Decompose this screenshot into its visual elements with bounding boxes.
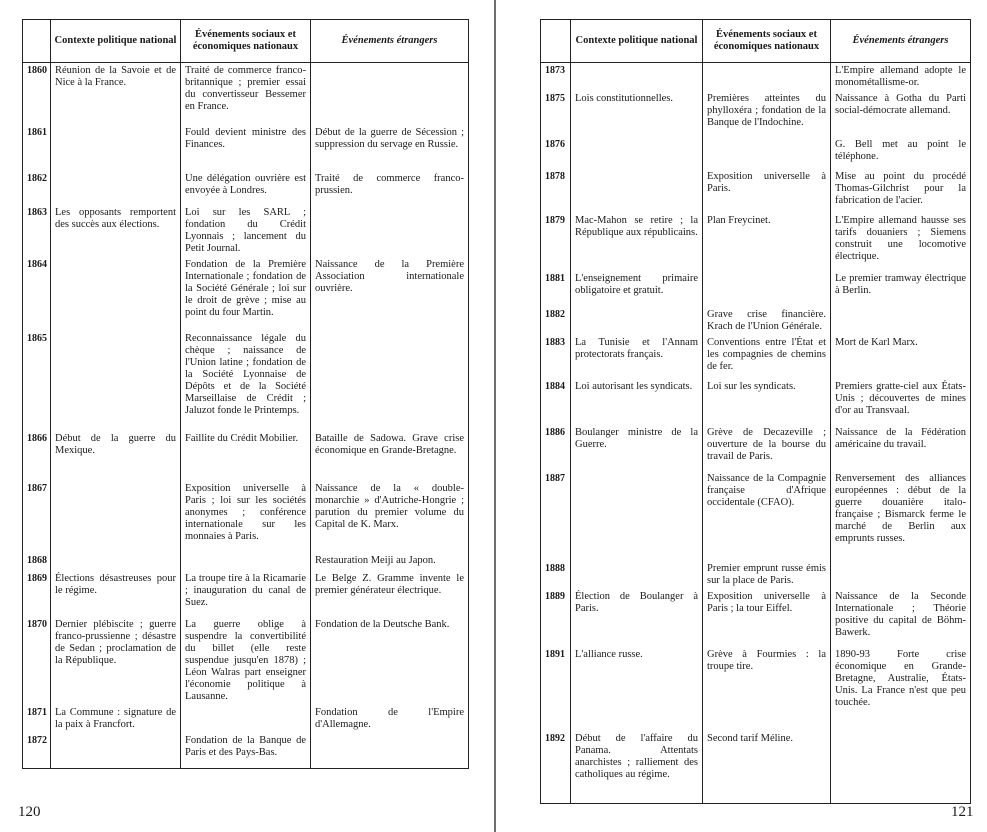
- foreign-cell: Naissance à Gotha du Parti social-démocrate allemand.: [831, 91, 971, 137]
- foreign-cell: Le premier tramway électrique à Berlin.: [831, 271, 971, 307]
- foreign-cell: [311, 205, 469, 257]
- foreign-cell: [831, 561, 971, 589]
- year-cell: 1868: [23, 553, 51, 571]
- table-row: [23, 431, 469, 481]
- social-cell: [703, 137, 831, 169]
- foreign-cell: [831, 307, 971, 335]
- year-cell: 1891: [541, 647, 571, 731]
- political-cell: Élections désastreuses pour le régime.: [51, 571, 181, 617]
- right-page: [496, 0, 987, 832]
- political-cell: La Tunisie et l'Annam protectorats français.: [571, 335, 703, 379]
- political-cell: Mac-Mahon se retire ; la République aux républicains.: [571, 213, 703, 271]
- foreign-cell: Renversement des alliances européennes : début de la guerre douanière italo-française ; Bismarck ferme le marché de Berlin aux emprunts russes.: [831, 471, 971, 561]
- social-cell: Grève de Decazeville ; ouverture de la bourse du travail de Paris.: [703, 425, 831, 471]
- political-cell: Boulanger ministre de la Guerre.: [571, 425, 703, 471]
- political-cell: L'enseignement primaire obligatoire et gratuit.: [571, 271, 703, 307]
- political-cell: Début de l'affaire du Panama. Attentats anarchistes ; ralliement des catholiques au régime.: [571, 731, 703, 803]
- year-cell: 1889: [541, 589, 571, 647]
- table-row: [541, 213, 971, 271]
- social-cell: Grave crise financière. Krach de l'Union Générale.: [703, 307, 831, 335]
- foreign-cell: [311, 733, 469, 769]
- year-cell: 1860: [23, 63, 51, 125]
- political-column-header: Contexte politique national: [571, 20, 703, 63]
- year-cell: 1862: [23, 171, 51, 205]
- social-cell: Loi sur les syndicats.: [703, 379, 831, 425]
- social-cell: Premières atteintes du phylloxéra ; fondation de la Banque de l'Indochine.: [703, 91, 831, 137]
- foreign-cell: Fondation de la Deutsche Bank.: [311, 617, 469, 705]
- social-cell: Conventions entre l'État et les compagnies de chemins de fer.: [703, 335, 831, 379]
- chronology-table-left: [22, 19, 469, 769]
- foreign-cell: [311, 63, 469, 125]
- political-cell: [571, 471, 703, 561]
- foreign-cell: Naissance de la Première Association internationale ouvrière.: [311, 257, 469, 331]
- year-cell: 1883: [541, 335, 571, 379]
- political-cell: [51, 733, 181, 769]
- table-row: [541, 379, 971, 425]
- year-cell: 1876: [541, 137, 571, 169]
- social-cell: Premier emprunt russe émis sur la place de Paris.: [703, 561, 831, 589]
- table-row: [23, 571, 469, 617]
- social-cell: Traité de commerce franco-britannique ; premier essai du convertisseur Bessemer en France.: [181, 63, 311, 125]
- foreign-cell: Bataille de Sadowa. Grave crise économique en Grande-Bretagne.: [311, 431, 469, 481]
- year-cell: 1870: [23, 617, 51, 705]
- foreign-cell: [311, 331, 469, 431]
- foreign-cell: [831, 731, 971, 803]
- political-cell: Les opposants remportent des succès aux élections.: [51, 205, 181, 257]
- table-row: [23, 617, 469, 705]
- page-number: 121: [951, 804, 974, 820]
- year-cell: 1871: [23, 705, 51, 733]
- table-row: [541, 91, 971, 137]
- social-cell: Loi sur les SARL ; fondation du Crédit Lyonnais ; lancement du Petit Journal.: [181, 205, 311, 257]
- political-cell: [571, 137, 703, 169]
- foreign-cell: Mise au point du procédé Thomas-Gilchrist pour la fabrication de l'acier.: [831, 169, 971, 213]
- table-row: [541, 425, 971, 471]
- social-cell: Reconnaissance légale du chèque ; naissance de l'Union latine ; fondation de la Société Lyonnaise de Dépôts et de la Société Marseillaise de Crédit ; Jaluzot fonde le Printemps.: [181, 331, 311, 431]
- foreign-cell: Début de la guerre de Sécession ; suppression du servage en Russie.: [311, 125, 469, 171]
- table-header-row: [541, 20, 971, 63]
- political-cell: [51, 481, 181, 553]
- year-cell: 1865: [23, 331, 51, 431]
- year-cell: 1875: [541, 91, 571, 137]
- foreign-cell: Mort de Karl Marx.: [831, 335, 971, 379]
- social-cell: [703, 271, 831, 307]
- table-row: [23, 205, 469, 257]
- political-cell: L'alliance russe.: [571, 647, 703, 731]
- year-cell: 1861: [23, 125, 51, 171]
- foreign-cell: 1890-93 Forte crise économique en Grande-Bretagne, Australie, États-Unis. La France n'est que peu touchée.: [831, 647, 971, 731]
- table-row: [541, 589, 971, 647]
- social-cell: [181, 553, 311, 571]
- political-cell: Dernier plébiscite ; guerre franco-prussienne ; désastre de Sedan ; proclamation de la République.: [51, 617, 181, 705]
- year-cell: 1866: [23, 431, 51, 481]
- social-cell: Fould devient ministre des Finances.: [181, 125, 311, 171]
- table-row: [541, 271, 971, 307]
- table-row: [541, 63, 971, 92]
- political-column-header: Contexte politique national: [51, 20, 181, 63]
- foreign-cell: G. Bell met au point le téléphone.: [831, 137, 971, 169]
- political-cell: [571, 561, 703, 589]
- political-cell: [51, 553, 181, 571]
- foreign-column-header: Événements étrangers: [831, 20, 971, 63]
- social-cell: Grève à Fourmies : la troupe tire.: [703, 647, 831, 731]
- table-row: [541, 471, 971, 561]
- social-cell: Faillite du Crédit Mobilier.: [181, 431, 311, 481]
- table-row: [23, 63, 469, 125]
- political-cell: La Commune : signature de la paix à Francfort.: [51, 705, 181, 733]
- page-number: 120: [18, 804, 41, 820]
- table-row: [23, 125, 469, 171]
- table-row: [23, 553, 469, 571]
- year-cell: 1879: [541, 213, 571, 271]
- year-cell: 1892: [541, 731, 571, 803]
- social-cell: Fondation de la Banque de Paris et des Pays-Bas.: [181, 733, 311, 769]
- year-cell: 1863: [23, 205, 51, 257]
- table-row: [23, 733, 469, 769]
- political-cell: Début de la guerre du Mexique.: [51, 431, 181, 481]
- table-row: [541, 137, 971, 169]
- political-cell: Lois constitutionnelles.: [571, 91, 703, 137]
- year-cell: 1881: [541, 271, 571, 307]
- political-cell: [571, 63, 703, 92]
- year-cell: 1878: [541, 169, 571, 213]
- table-row: [23, 171, 469, 205]
- social-cell: [703, 63, 831, 92]
- political-cell: [51, 331, 181, 431]
- foreign-cell: Naissance de la Seconde Internationale ; Théorie positive du capital de Böhm-Bawerk.: [831, 589, 971, 647]
- political-cell: [51, 125, 181, 171]
- political-cell: Réunion de la Savoie et de Nice à la France.: [51, 63, 181, 125]
- table-row: [541, 647, 971, 731]
- year-cell: 1873: [541, 63, 571, 92]
- social-cell: Fondation de la Première Internationale ; fondation de la Société Générale ; loi sur le droit de grève ; mise au point du four Martin.: [181, 257, 311, 331]
- foreign-cell: Traité de commerce franco-prussien.: [311, 171, 469, 205]
- chronology-table-right: [540, 19, 971, 804]
- foreign-column-header: Événements étrangers: [311, 20, 469, 63]
- table-header-row: [23, 20, 469, 63]
- social-cell: Exposition universelle à Paris ; loi sur les sociétés anonymes ; conférence internationale sur les monnaies à Paris.: [181, 481, 311, 553]
- year-cell: 1869: [23, 571, 51, 617]
- table-row: [23, 331, 469, 431]
- year-cell: 1882: [541, 307, 571, 335]
- year-column-header: [23, 20, 51, 63]
- table-row: [541, 731, 971, 803]
- social-cell: La troupe tire à la Ricamarie ; inauguration du canal de Suez.: [181, 571, 311, 617]
- foreign-cell: Restauration Meiji au Japon.: [311, 553, 469, 571]
- political-cell: [51, 171, 181, 205]
- foreign-cell: Naissance de la « double-monarchie » d'Autriche-Hongrie ; parution du premier volume du Capital de K. Marx.: [311, 481, 469, 553]
- year-cell: 1867: [23, 481, 51, 553]
- year-cell: 1886: [541, 425, 571, 471]
- social-cell: [181, 705, 311, 733]
- year-cell: 1888: [541, 561, 571, 589]
- social-column-header: Événements sociaux et économiques nationaux: [181, 20, 311, 63]
- table-row: [23, 481, 469, 553]
- foreign-cell: Le Belge Z. Gramme invente le premier générateur électrique.: [311, 571, 469, 617]
- foreign-cell: L'Empire allemand adopte le monométallisme-or.: [831, 63, 971, 92]
- social-cell: Exposition universelle à Paris ; la tour Eiffel.: [703, 589, 831, 647]
- social-cell: Exposition universelle à Paris.: [703, 169, 831, 213]
- social-cell: Naissance de la Compagnie française d'Afrique occidentale (CFAO).: [703, 471, 831, 561]
- political-cell: [51, 257, 181, 331]
- table-row: [541, 335, 971, 379]
- year-cell: 1864: [23, 257, 51, 331]
- table-row: [23, 705, 469, 733]
- social-cell: La guerre oblige à suspendre la convertibilité du billet (elle reste suspendue jusqu'en 1878) ; Léon Walras part enseigner l'économie politique à Lausanne.: [181, 617, 311, 705]
- foreign-cell: Naissance de la Fédération américaine du travail.: [831, 425, 971, 471]
- table-row: [541, 561, 971, 589]
- political-cell: [571, 307, 703, 335]
- table-row: [541, 169, 971, 213]
- year-column-header: [541, 20, 571, 63]
- social-cell: Plan Freycinet.: [703, 213, 831, 271]
- year-cell: 1884: [541, 379, 571, 425]
- social-cell: Second tarif Méline.: [703, 731, 831, 803]
- year-cell: 1872: [23, 733, 51, 769]
- social-cell: Une délégation ouvrière est envoyée à Londres.: [181, 171, 311, 205]
- political-cell: [571, 169, 703, 213]
- table-row: [23, 257, 469, 331]
- political-cell: Loi autorisant les syndicats.: [571, 379, 703, 425]
- foreign-cell: Premiers gratte-ciel aux États-Unis ; découvertes de mines d'or au Transvaal.: [831, 379, 971, 425]
- year-cell: 1887: [541, 471, 571, 561]
- political-cell: Élection de Boulanger à Paris.: [571, 589, 703, 647]
- foreign-cell: Fondation de l'Empire d'Allemagne.: [311, 705, 469, 733]
- table-row: [541, 307, 971, 335]
- foreign-cell: L'Empire allemand hausse ses tarifs douaniers ; Siemens construit une locomotive électrique.: [831, 213, 971, 271]
- social-column-header: Événements sociaux et économiques nationaux: [703, 20, 831, 63]
